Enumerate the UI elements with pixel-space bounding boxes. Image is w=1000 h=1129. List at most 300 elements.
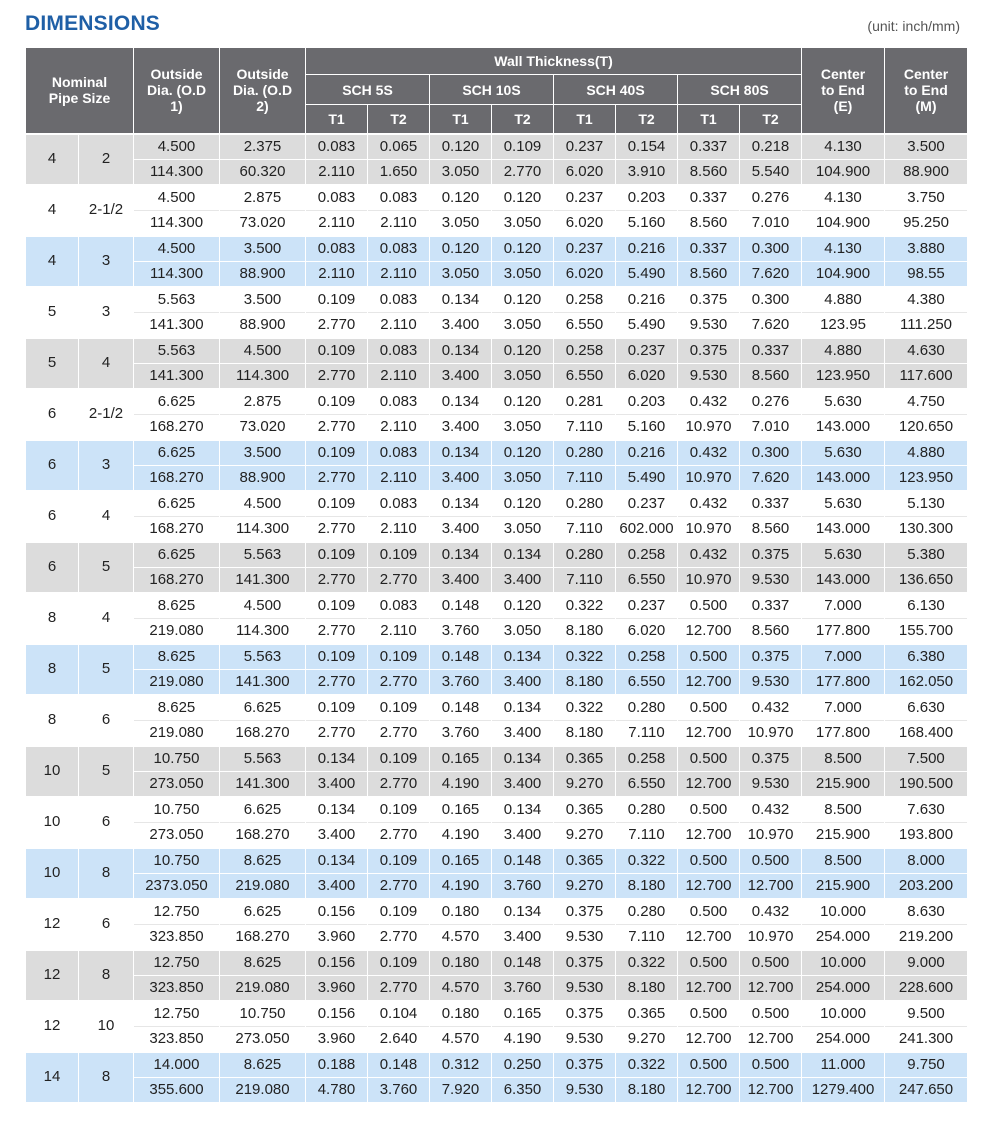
- sch80s-t2-mm-cell: 12.700: [740, 975, 802, 1001]
- sch80s-t1-mm-cell: 8.560: [678, 210, 740, 236]
- sch40s-t2-inch-cell: 0.216: [616, 440, 678, 466]
- center-to-end-m-mm-cell: 193.800: [885, 822, 968, 848]
- sch5s-t1-mm-cell: 2.770: [306, 669, 368, 695]
- od2-mm-cell: 273.050: [220, 1026, 306, 1052]
- sch80s-t2-inch-cell: 0.432: [740, 899, 802, 925]
- nominal-size-cell: 4: [26, 185, 79, 236]
- center-to-end-m-inch-cell: 4.750: [885, 389, 968, 415]
- table-row: [26, 542, 968, 568]
- sch10s-t1-inch-cell: 0.148: [430, 593, 492, 619]
- center-to-end-e-inch-cell: 10.000: [802, 899, 885, 925]
- center-to-end-m-mm-cell: 98.55: [885, 261, 968, 287]
- sch40s-t1-inch-cell: 0.322: [554, 644, 616, 670]
- sch80s-t1-mm-cell: 12.700: [678, 975, 740, 1001]
- center-to-end-m-mm-cell: 241.300: [885, 1026, 968, 1052]
- sch10s-t1-inch-cell: 0.134: [430, 440, 492, 466]
- od2-inch-cell: 6.625: [220, 695, 306, 721]
- table-row: [26, 1052, 968, 1078]
- od1-mm-cell: 219.080: [134, 720, 220, 746]
- center-to-end-m-mm-cell: 117.600: [885, 363, 968, 389]
- sch80s-t2-inch-cell: 0.218: [740, 134, 802, 160]
- sch10s-t2-inch-cell: 0.120: [492, 236, 554, 262]
- sch5s-t1-mm-cell: 2.110: [306, 210, 368, 236]
- sch5s-t2-inch-cell: 0.109: [368, 542, 430, 568]
- center-to-end-e-mm-cell: 143.000: [802, 414, 885, 440]
- sch40s-t2-mm-cell: 5.160: [616, 414, 678, 440]
- sch10s-t1-mm-cell: 3.400: [430, 414, 492, 440]
- od1-inch-cell: 14.000: [134, 1052, 220, 1078]
- nominal-size-cell: 14: [26, 1052, 79, 1102]
- od2-inch-cell: 8.625: [220, 1052, 306, 1078]
- sch40s-t1-inch-cell: 0.365: [554, 746, 616, 772]
- center-to-end-e-inch-cell: 4.880: [802, 338, 885, 364]
- sch5s-t1-inch-cell: 0.109: [306, 644, 368, 670]
- od1-inch-cell: 5.563: [134, 338, 220, 364]
- sch5s-t1-inch-cell: 0.109: [306, 491, 368, 517]
- sch40s-t1-inch-cell: 0.280: [554, 542, 616, 568]
- sch10s-t1-mm-cell: 4.190: [430, 822, 492, 848]
- sch40s-t1-inch-cell: 0.281: [554, 389, 616, 415]
- sch80s-t1-mm-cell: 12.700: [678, 618, 740, 644]
- sch80s-t2-mm-cell: 7.010: [740, 210, 802, 236]
- sch5s-t2-mm-cell: 2.110: [368, 261, 430, 287]
- sch80s-t1-inch-cell: 0.500: [678, 797, 740, 823]
- sch10s-t1-mm-cell: 3.400: [430, 516, 492, 542]
- sch80s-t2-mm-cell: 7.010: [740, 414, 802, 440]
- sch80s-t2-mm-cell: 12.700: [740, 1026, 802, 1052]
- reduced-size-cell: 8: [79, 848, 134, 899]
- center-to-end-m-inch-cell: 7.500: [885, 746, 968, 772]
- center-to-end-e-mm-cell: 215.900: [802, 873, 885, 899]
- sch40s-t1-mm-cell: 7.110: [554, 567, 616, 593]
- sch40s-t2-inch-cell: 0.216: [616, 236, 678, 262]
- sch5s-t2-inch-cell: 0.109: [368, 746, 430, 772]
- sch80s-t1-inch-cell: 0.500: [678, 899, 740, 925]
- sch10s-t1-inch-cell: 0.134: [430, 338, 492, 364]
- sch80s-t1-mm-cell: 9.530: [678, 312, 740, 338]
- od1-mm-cell: 114.300: [134, 261, 220, 287]
- sch40s-t2-inch-cell: 0.216: [616, 287, 678, 313]
- reduced-size-cell: 3: [79, 440, 134, 491]
- sch40s-t1-mm-cell: 8.180: [554, 720, 616, 746]
- sch80s-t1-mm-cell: 12.700: [678, 771, 740, 797]
- sch5s-t2-inch-cell: 0.109: [368, 899, 430, 925]
- sch10s-t1-inch-cell: 0.180: [430, 1001, 492, 1027]
- sch10s-t2-inch-cell: 0.250: [492, 1052, 554, 1078]
- sch40s-t2-inch-cell: 0.237: [616, 593, 678, 619]
- od1-inch-cell: 8.625: [134, 593, 220, 619]
- sch40s-t1-mm-cell: 9.530: [554, 1077, 616, 1102]
- sch5s-t2-inch-cell: 0.109: [368, 695, 430, 721]
- sch10s-t2-mm-cell: 3.400: [492, 822, 554, 848]
- sch80s-t2-mm-cell: 10.970: [740, 924, 802, 950]
- sch80s-t1-inch-cell: 0.500: [678, 746, 740, 772]
- center-to-end-e-mm-cell: 104.900: [802, 210, 885, 236]
- sch10s-t2-inch-cell: 0.120: [492, 338, 554, 364]
- nominal-size-cell: 4: [26, 134, 79, 185]
- sch5s-t1-mm-cell: 3.400: [306, 771, 368, 797]
- sch10s-t1-mm-cell: 4.570: [430, 1026, 492, 1052]
- sch40s-t2-inch-cell: 0.237: [616, 338, 678, 364]
- sch80s-t2-inch-cell: 0.375: [740, 542, 802, 568]
- center-to-end-e-mm-cell: 123.950: [802, 363, 885, 389]
- table-row: [26, 261, 968, 287]
- table-row: [26, 593, 968, 619]
- center-to-end-e-inch-cell: 7.000: [802, 593, 885, 619]
- sch80s-t1-mm-cell: 10.970: [678, 567, 740, 593]
- nominal-size-cell: 5: [26, 338, 79, 389]
- sch40s-t2-mm-cell: 8.180: [616, 975, 678, 1001]
- sch5s-t2-mm-cell: 2.110: [368, 414, 430, 440]
- od1-mm-cell: 114.300: [134, 159, 220, 185]
- sch5s-t1-mm-cell: 2.770: [306, 363, 368, 389]
- od2-inch-cell: 6.625: [220, 899, 306, 925]
- sch10s-t1-inch-cell: 0.134: [430, 389, 492, 415]
- center-to-end-m-mm-cell: 247.650: [885, 1077, 968, 1102]
- sch80s-t2-mm-cell: 10.970: [740, 720, 802, 746]
- sch80s-t1-mm-cell: 12.700: [678, 669, 740, 695]
- od2-inch-cell: 5.563: [220, 542, 306, 568]
- od2-inch-cell: 2.375: [220, 134, 306, 160]
- sch10s-t1-inch-cell: 0.180: [430, 950, 492, 976]
- table-row: [26, 312, 968, 338]
- sch5s-t2-inch-cell: 0.083: [368, 287, 430, 313]
- sch10s-t2-inch-cell: 0.165: [492, 1001, 554, 1027]
- sch40s-t1-mm-cell: 6.550: [554, 312, 616, 338]
- sch10s-t2-inch-cell: 0.120: [492, 491, 554, 517]
- sch10s-t2-mm-cell: 3.050: [492, 516, 554, 542]
- sch10s-t2-inch-cell: 0.134: [492, 695, 554, 721]
- center-to-end-e-mm-cell: 254.000: [802, 975, 885, 1001]
- sch5s-t1-mm-cell: 2.770: [306, 567, 368, 593]
- od1-inch-cell: 5.563: [134, 287, 220, 313]
- center-to-end-e-inch-cell: 8.500: [802, 746, 885, 772]
- od1-inch-cell: 10.750: [134, 746, 220, 772]
- sch10s-t1-inch-cell: 0.120: [430, 185, 492, 211]
- sch10s-t2-mm-cell: 3.050: [492, 363, 554, 389]
- sch10s-t1-mm-cell: 3.400: [430, 363, 492, 389]
- od2-mm-cell: 141.300: [220, 771, 306, 797]
- sch5s-t1-inch-cell: 0.109: [306, 440, 368, 466]
- od2-mm-cell: 114.300: [220, 618, 306, 644]
- sch5s-t1-mm-cell: 2.770: [306, 312, 368, 338]
- center-to-end-e-inch-cell: 7.000: [802, 644, 885, 670]
- center-to-end-e-inch-cell: 10.000: [802, 950, 885, 976]
- sch40s-t2-mm-cell: 8.180: [616, 1077, 678, 1102]
- sch80s-t2-mm-cell: 12.700: [740, 873, 802, 899]
- header-center-to-end-e: [802, 48, 885, 134]
- reduced-size-cell: 5: [79, 644, 134, 695]
- sch10s-t1-mm-cell: 4.570: [430, 924, 492, 950]
- table-row: [26, 516, 968, 542]
- sch10s-t2-inch-cell: 0.134: [492, 644, 554, 670]
- od2-mm-cell: 219.080: [220, 975, 306, 1001]
- sch5s-t1-inch-cell: 0.109: [306, 287, 368, 313]
- sch80s-t2-inch-cell: 0.500: [740, 1001, 802, 1027]
- od2-inch-cell: 3.500: [220, 236, 306, 262]
- nominal-size-cell: 10: [26, 848, 79, 899]
- header-nominal-pipe-size: [26, 48, 134, 134]
- center-to-end-m-inch-cell: 9.500: [885, 1001, 968, 1027]
- od1-mm-cell: 168.270: [134, 567, 220, 593]
- center-to-end-e-mm-cell: 215.900: [802, 822, 885, 848]
- sch5s-t2-inch-cell: 0.083: [368, 491, 430, 517]
- sch80s-t2-inch-cell: 0.300: [740, 236, 802, 262]
- sch40s-t2-inch-cell: 0.322: [616, 950, 678, 976]
- sch80s-t1-inch-cell: 0.500: [678, 950, 740, 976]
- od1-inch-cell: 4.500: [134, 236, 220, 262]
- sch80s-t1-inch-cell: 0.432: [678, 440, 740, 466]
- center-to-end-m-inch-cell: 3.880: [885, 236, 968, 262]
- sch40s-t1-inch-cell: 0.280: [554, 440, 616, 466]
- sch5s-t2-inch-cell: 0.109: [368, 797, 430, 823]
- reduced-size-cell: 2: [79, 134, 134, 185]
- od2-mm-cell: 114.300: [220, 363, 306, 389]
- center-to-end-e-mm-cell: 177.800: [802, 618, 885, 644]
- od1-inch-cell: 4.500: [134, 134, 220, 160]
- sch5s-t1-mm-cell: 3.960: [306, 1026, 368, 1052]
- table-row: [26, 975, 968, 1001]
- sch10s-t1-inch-cell: 0.165: [430, 848, 492, 874]
- nominal-size-cell: 12: [26, 1001, 79, 1052]
- sch80s-t2-inch-cell: 0.375: [740, 644, 802, 670]
- sch40s-t2-mm-cell: 5.160: [616, 210, 678, 236]
- reduced-size-cell: 4: [79, 593, 134, 644]
- center-to-end-e-mm-cell: 143.000: [802, 567, 885, 593]
- table-row: [26, 746, 968, 772]
- sch10s-t1-mm-cell: 3.050: [430, 261, 492, 287]
- table-row: [26, 924, 968, 950]
- center-to-end-e-mm-cell: 254.000: [802, 1026, 885, 1052]
- sch40s-t2-mm-cell: 7.110: [616, 924, 678, 950]
- sch40s-t1-mm-cell: 8.180: [554, 618, 616, 644]
- center-to-end-m-inch-cell: 9.750: [885, 1052, 968, 1078]
- center-to-end-e-inch-cell: 5.630: [802, 440, 885, 466]
- center-to-end-m-mm-cell: 136.650: [885, 567, 968, 593]
- sch10s-t1-mm-cell: 4.190: [430, 771, 492, 797]
- sch80s-t2-mm-cell: 5.540: [740, 159, 802, 185]
- sch10s-t2-mm-cell: 4.190: [492, 1026, 554, 1052]
- center-to-end-e-inch-cell: 5.630: [802, 389, 885, 415]
- sch10s-t1-inch-cell: 0.134: [430, 542, 492, 568]
- center-to-end-e-inch-cell: 5.630: [802, 491, 885, 517]
- table-row: [26, 1026, 968, 1052]
- sch40s-t1-mm-cell: 6.550: [554, 363, 616, 389]
- od2-mm-cell: 73.020: [220, 414, 306, 440]
- sch5s-t2-inch-cell: 0.083: [368, 185, 430, 211]
- od1-inch-cell: 12.750: [134, 1001, 220, 1027]
- nominal-size-cell: 5: [26, 287, 79, 338]
- center-to-end-e-inch-cell: 11.000: [802, 1052, 885, 1078]
- center-to-end-m-mm-cell: 88.900: [885, 159, 968, 185]
- sch5s-t1-inch-cell: 0.134: [306, 797, 368, 823]
- center-to-end-m-inch-cell: 5.380: [885, 542, 968, 568]
- od1-mm-cell: 141.300: [134, 363, 220, 389]
- table-row: [26, 797, 968, 823]
- sch80s-t1-inch-cell: 0.500: [678, 695, 740, 721]
- center-to-end-m-mm-cell: 123.950: [885, 465, 968, 491]
- table-row: [26, 491, 968, 517]
- sch80s-t1-mm-cell: 12.700: [678, 822, 740, 848]
- table-row: [26, 720, 968, 746]
- nominal-size-cell: 8: [26, 593, 79, 644]
- center-to-end-e-mm-cell: 104.900: [802, 159, 885, 185]
- reduced-size-cell: 10: [79, 1001, 134, 1052]
- sch40s-t1-inch-cell: 0.258: [554, 287, 616, 313]
- sch40s-t2-inch-cell: 0.237: [616, 491, 678, 517]
- sch80s-t1-mm-cell: 12.700: [678, 1077, 740, 1102]
- center-to-end-e-inch-cell: 8.500: [802, 797, 885, 823]
- center-to-end-m-inch-cell: 3.500: [885, 134, 968, 160]
- sch80s-t2-inch-cell: 0.500: [740, 950, 802, 976]
- sch80s-t1-mm-cell: 8.560: [678, 261, 740, 287]
- od1-inch-cell: 8.625: [134, 644, 220, 670]
- sch10s-t2-mm-cell: 3.400: [492, 669, 554, 695]
- od1-inch-cell: 10.750: [134, 848, 220, 874]
- od1-mm-cell: 219.080: [134, 618, 220, 644]
- sch40s-t2-mm-cell: 6.550: [616, 669, 678, 695]
- sch5s-t2-inch-cell: 0.065: [368, 134, 430, 160]
- sch40s-t1-mm-cell: 6.020: [554, 210, 616, 236]
- sch40s-t2-inch-cell: 0.258: [616, 644, 678, 670]
- sch5s-t1-mm-cell: 2.770: [306, 516, 368, 542]
- header-sch80s-t1: T1: [678, 105, 740, 134]
- center-to-end-m-inch-cell: 8.630: [885, 899, 968, 925]
- header-cte-e-text: Center to End (E): [820, 66, 866, 115]
- sch40s-t1-inch-cell: 0.375: [554, 1001, 616, 1027]
- od2-mm-cell: 60.320: [220, 159, 306, 185]
- table-row: [26, 134, 968, 160]
- sch40s-t2-inch-cell: 0.322: [616, 1052, 678, 1078]
- sch40s-t2-inch-cell: 0.280: [616, 695, 678, 721]
- table-row: [26, 822, 968, 848]
- sch80s-t2-inch-cell: 0.300: [740, 440, 802, 466]
- table-row: [26, 567, 968, 593]
- sch40s-t1-inch-cell: 0.375: [554, 1052, 616, 1078]
- sch10s-t1-mm-cell: 3.760: [430, 669, 492, 695]
- od1-mm-cell: 2373.050: [134, 873, 220, 899]
- header-od1-text: Outside Dia. (O.D 1): [146, 66, 207, 115]
- od2-inch-cell: 4.500: [220, 593, 306, 619]
- center-to-end-m-inch-cell: 4.880: [885, 440, 968, 466]
- table-body: [26, 134, 968, 1102]
- sch5s-t2-mm-cell: 2.770: [368, 924, 430, 950]
- center-to-end-e-inch-cell: 5.630: [802, 542, 885, 568]
- od2-inch-cell: 8.625: [220, 848, 306, 874]
- reduced-size-cell: 8: [79, 1052, 134, 1102]
- nominal-size-cell: 6: [26, 440, 79, 491]
- od2-mm-cell: 141.300: [220, 669, 306, 695]
- center-to-end-e-mm-cell: 254.000: [802, 924, 885, 950]
- od1-mm-cell: 114.300: [134, 210, 220, 236]
- sch10s-t1-inch-cell: 0.134: [430, 491, 492, 517]
- center-to-end-m-mm-cell: 162.050: [885, 669, 968, 695]
- sch80s-t1-mm-cell: 10.970: [678, 516, 740, 542]
- sch80s-t2-inch-cell: 0.337: [740, 491, 802, 517]
- sch10s-t1-mm-cell: 7.920: [430, 1077, 492, 1102]
- nominal-size-cell: 10: [26, 797, 79, 848]
- sch5s-t1-inch-cell: 0.109: [306, 338, 368, 364]
- od1-inch-cell: 6.625: [134, 389, 220, 415]
- sch5s-t1-mm-cell: 2.770: [306, 465, 368, 491]
- center-to-end-e-inch-cell: 4.130: [802, 134, 885, 160]
- nominal-size-cell: 8: [26, 695, 79, 746]
- sch5s-t2-inch-cell: 0.083: [368, 338, 430, 364]
- sch5s-t2-inch-cell: 0.083: [368, 389, 430, 415]
- sch10s-t2-inch-cell: 0.120: [492, 389, 554, 415]
- center-to-end-e-inch-cell: 7.000: [802, 695, 885, 721]
- sch40s-t1-inch-cell: 0.237: [554, 134, 616, 160]
- sch40s-t2-inch-cell: 0.258: [616, 542, 678, 568]
- sch5s-t2-mm-cell: 3.760: [368, 1077, 430, 1102]
- sch80s-t2-mm-cell: 9.530: [740, 567, 802, 593]
- sch10s-t1-inch-cell: 0.180: [430, 899, 492, 925]
- sch10s-t2-mm-cell: 3.400: [492, 771, 554, 797]
- reduced-size-cell: 3: [79, 236, 134, 287]
- sch5s-t2-inch-cell: 0.109: [368, 848, 430, 874]
- center-to-end-e-mm-cell: 215.900: [802, 771, 885, 797]
- sch40s-t1-mm-cell: 9.270: [554, 873, 616, 899]
- sch40s-t2-mm-cell: 9.270: [616, 1026, 678, 1052]
- sch40s-t1-inch-cell: 0.322: [554, 593, 616, 619]
- sch10s-t2-mm-cell: 3.760: [492, 873, 554, 899]
- od1-mm-cell: 219.080: [134, 669, 220, 695]
- header-center-to-end-m: [885, 48, 968, 134]
- sch80s-t1-inch-cell: 0.375: [678, 338, 740, 364]
- sch5s-t2-inch-cell: 0.148: [368, 1052, 430, 1078]
- od2-mm-cell: 73.020: [220, 210, 306, 236]
- table-row: [26, 287, 968, 313]
- sch5s-t2-mm-cell: 2.110: [368, 618, 430, 644]
- sch5s-t1-inch-cell: 0.083: [306, 134, 368, 160]
- header-sch40s: SCH 40S: [554, 75, 678, 105]
- sch10s-t1-inch-cell: 0.134: [430, 287, 492, 313]
- sch5s-t1-mm-cell: 2.770: [306, 414, 368, 440]
- header-od1: [134, 48, 220, 134]
- sch80s-t2-inch-cell: 0.500: [740, 848, 802, 874]
- sch10s-t1-inch-cell: 0.165: [430, 797, 492, 823]
- sch40s-t2-mm-cell: 5.490: [616, 465, 678, 491]
- od2-inch-cell: 2.875: [220, 185, 306, 211]
- sch80s-t2-mm-cell: 10.970: [740, 822, 802, 848]
- sch40s-t1-mm-cell: 7.110: [554, 414, 616, 440]
- sch10s-t2-inch-cell: 0.148: [492, 848, 554, 874]
- table-row: [26, 236, 968, 262]
- sch40s-t1-inch-cell: 0.365: [554, 848, 616, 874]
- sch80s-t2-inch-cell: 0.337: [740, 338, 802, 364]
- sch10s-t2-mm-cell: 3.760: [492, 975, 554, 1001]
- sch80s-t2-inch-cell: 0.276: [740, 185, 802, 211]
- sch40s-t2-inch-cell: 0.280: [616, 797, 678, 823]
- sch40s-t2-mm-cell: 3.910: [616, 159, 678, 185]
- center-to-end-m-inch-cell: 6.630: [885, 695, 968, 721]
- header-sch5s: SCH 5S: [306, 75, 430, 105]
- header-sch80s-t2: T2: [740, 105, 802, 134]
- sch5s-t1-mm-cell: 2.770: [306, 720, 368, 746]
- sch80s-t1-inch-cell: 0.500: [678, 593, 740, 619]
- header-nominal-text: Nominal Pipe Size: [48, 74, 111, 107]
- nominal-size-cell: 10: [26, 746, 79, 797]
- sch10s-t2-inch-cell: 0.134: [492, 899, 554, 925]
- center-to-end-m-inch-cell: 6.380: [885, 644, 968, 670]
- sch40s-t1-mm-cell: 9.270: [554, 771, 616, 797]
- center-to-end-m-mm-cell: 190.500: [885, 771, 968, 797]
- sch5s-t2-mm-cell: 2.770: [368, 720, 430, 746]
- table-row: [26, 185, 968, 211]
- sch40s-t2-mm-cell: 6.550: [616, 771, 678, 797]
- sch5s-t2-mm-cell: 2.770: [368, 822, 430, 848]
- sch10s-t2-inch-cell: 0.148: [492, 950, 554, 976]
